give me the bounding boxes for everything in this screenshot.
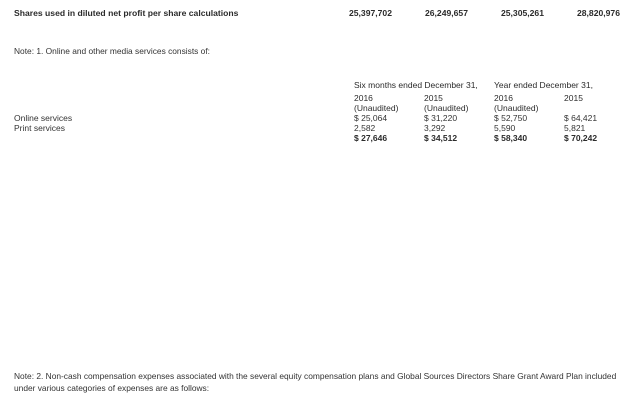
year-header: 2016 <box>354 92 373 103</box>
top-summary-value: 26,249,657 <box>424 8 468 18</box>
table-total-row <box>14 133 634 143</box>
row-label-online-services: Online services <box>14 112 73 123</box>
audit-header <box>564 103 634 113</box>
table-header-blank <box>14 103 354 113</box>
audit-header: (Unaudited) <box>494 102 539 113</box>
table-audit-header-row <box>14 103 634 113</box>
group-header-six-months: Six months ended December 31, <box>354 80 478 91</box>
row-value: $ 52,750 <box>494 112 528 123</box>
year-header: 2015 <box>424 92 443 103</box>
total-value: $ 34,512 <box>424 132 458 143</box>
table-row <box>14 113 634 123</box>
total-value: $ 70,242 <box>564 132 598 143</box>
row-value: $ 31,220 <box>424 112 458 123</box>
note-1-text: Note: 1. Online and other media services consists of: <box>14 46 210 57</box>
total-value: $ 58,340 <box>494 132 528 143</box>
top-summary-label: Shares used in diluted net profit per share calculations <box>14 8 239 18</box>
top-summary-row <box>0 0 640 19</box>
online-media-services-table <box>14 79 634 142</box>
audit-header: (Unaudited) <box>354 102 399 113</box>
total-value: $ 27,646 <box>354 132 388 143</box>
row-value: 2,582 <box>354 122 376 133</box>
top-summary-values <box>322 8 626 18</box>
row-value: 3,292 <box>424 122 446 133</box>
audit-header: (Unaudited) <box>424 102 469 113</box>
top-summary-value: 25,305,261 <box>500 8 544 18</box>
top-summary-value: 25,397,702 <box>348 8 392 18</box>
row-value: 5,821 <box>564 122 586 133</box>
table-year-header-row <box>14 93 634 103</box>
table-row <box>14 123 634 133</box>
group-header-year-ended: Year ended December 31, <box>494 80 593 91</box>
row-value: 5,590 <box>494 122 516 133</box>
total-label <box>14 133 354 143</box>
top-summary-value: 28,820,976 <box>576 8 620 18</box>
year-header: 2015 <box>564 92 583 103</box>
year-header: 2016 <box>494 92 513 103</box>
row-label-print-services: Print services <box>14 122 66 133</box>
note-2-text: Note: 2. Non-cash compensation expenses associated with the several equity compensation plans and Global Sources Directors Share Grant Award Plan included under various categories of expenses are as follows: <box>14 371 617 394</box>
row-value: $ 64,421 <box>564 112 598 123</box>
table-header-blank <box>14 79 354 92</box>
table-header-blank <box>14 93 354 103</box>
table-group-header-row <box>14 79 634 92</box>
row-value: $ 25,064 <box>354 112 388 123</box>
